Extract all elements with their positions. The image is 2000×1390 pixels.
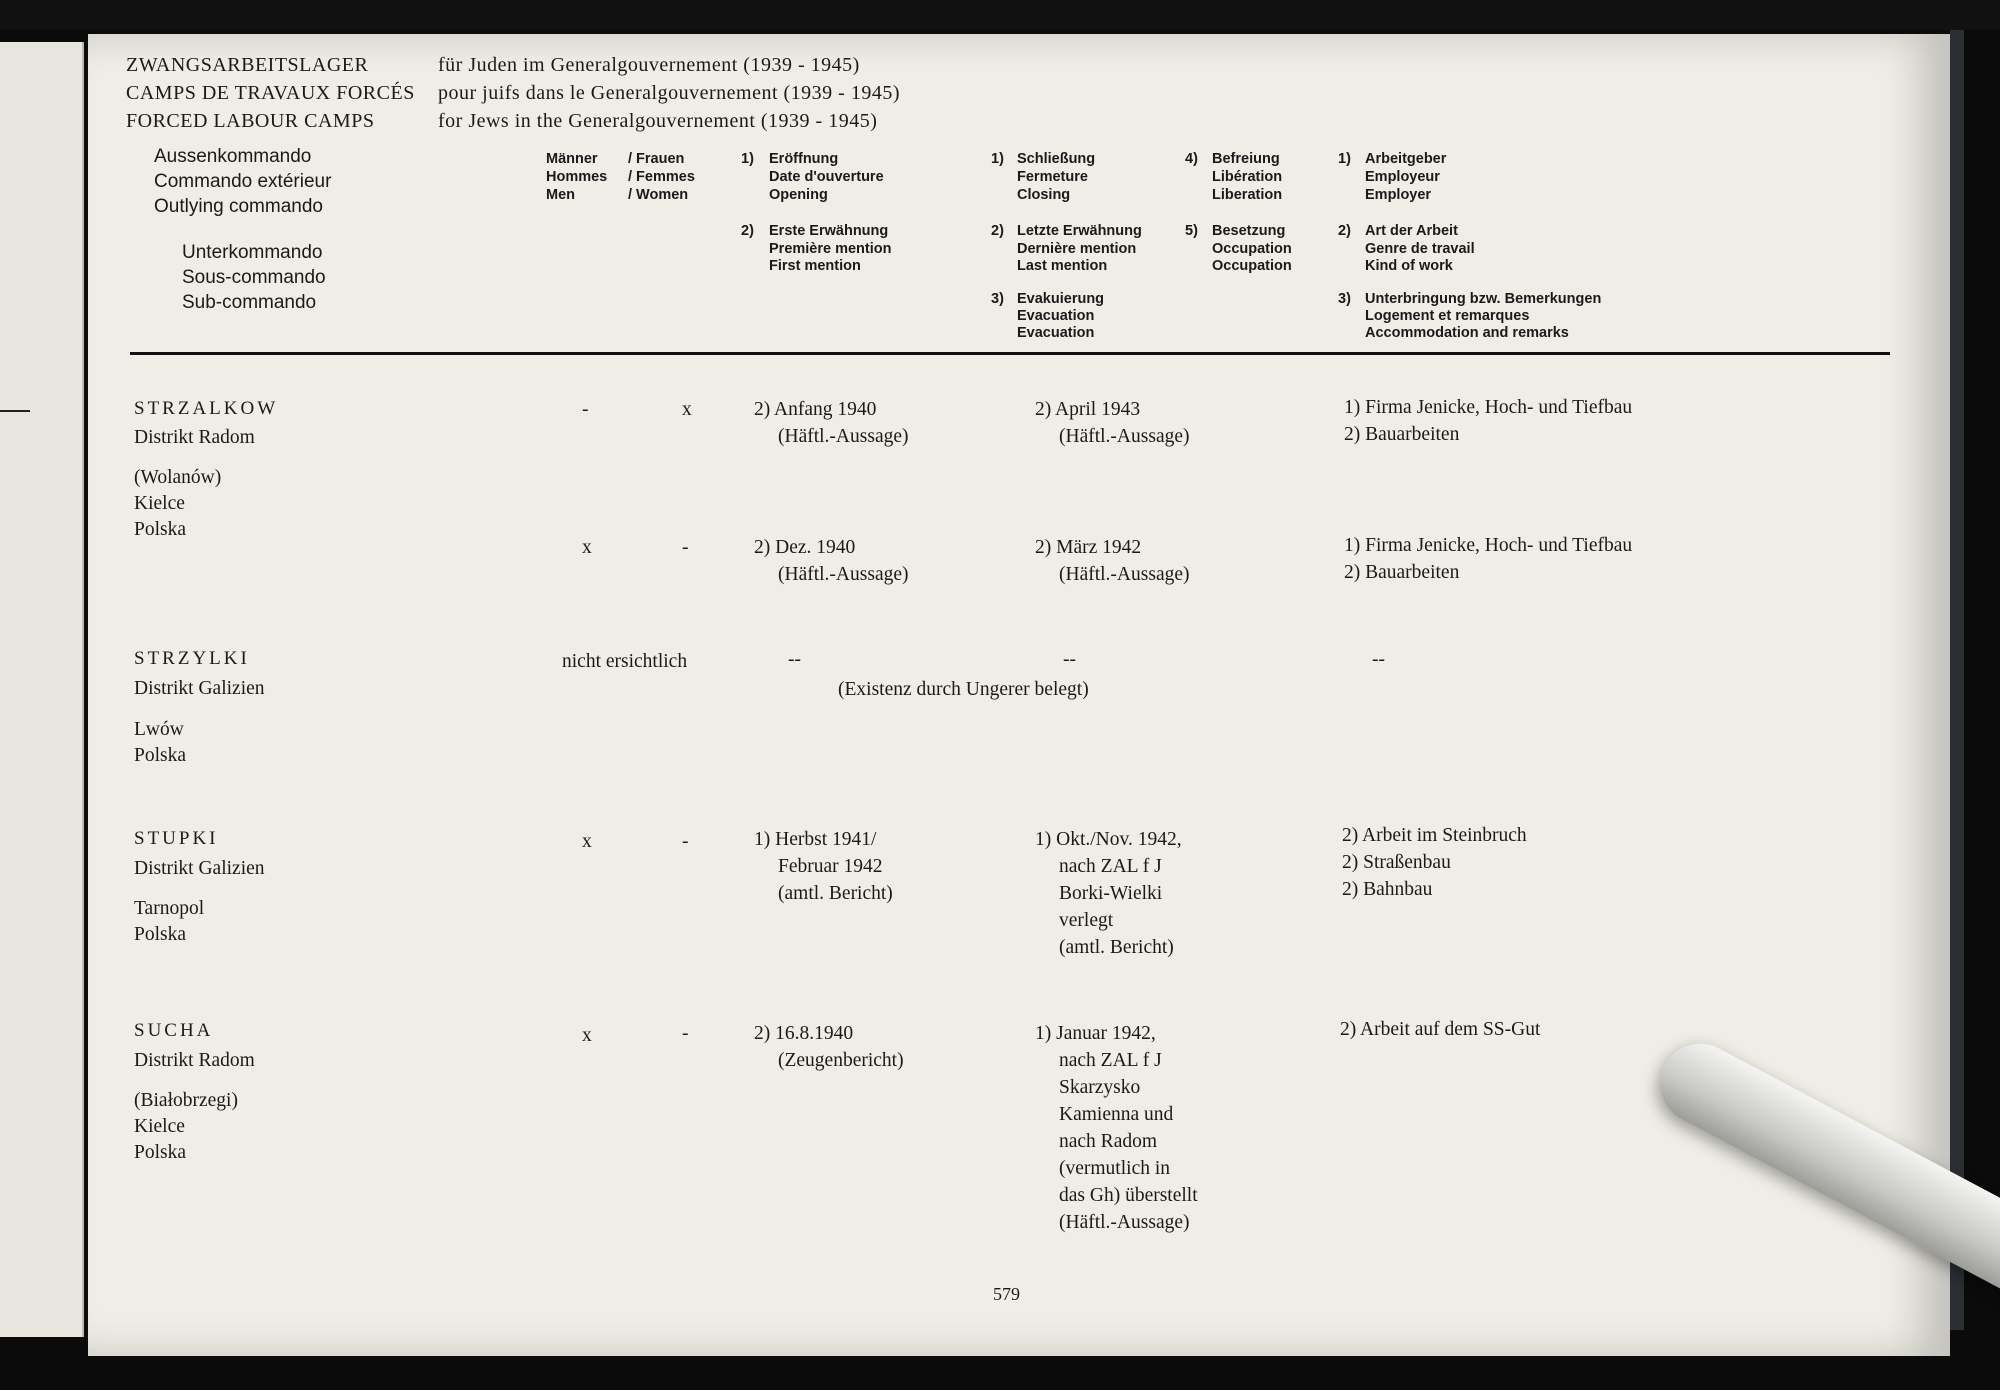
strzylki-work: -- [1372, 649, 1385, 670]
camp-name-strzylki: STRZYLKI [134, 648, 250, 669]
legend-unter-fr: Sous-commando [182, 267, 326, 288]
sucha-close-3: Skarzysko [1059, 1077, 1141, 1098]
subtitle-en: for Jews in the Generalgouvernement (1939 - 1945) [438, 110, 878, 132]
legend-unter-en: Sub-commando [182, 292, 317, 313]
legend-d4-fr: Libération [1212, 169, 1283, 185]
sucha-close-2: nach ZAL f J [1059, 1050, 1162, 1071]
sucha-open-2: (Zeugenbericht) [778, 1050, 904, 1071]
strzalkow-r2-women: - [682, 537, 689, 558]
sucha-work-1: 2) Arbeit auf dem SS-Gut [1340, 1019, 1541, 1040]
legend-aussen-de: Aussenkommando [154, 146, 312, 167]
title-en: FORCED LABOUR CAMPS [126, 110, 375, 132]
sucha-close-8: (Häftl.-Aussage) [1059, 1212, 1190, 1233]
legend-d5-fr: Occupation [1212, 241, 1292, 257]
strzalkow-r1-close-2: (Häftl.-Aussage) [1059, 426, 1190, 447]
legend-men-fr: Hommes [546, 169, 608, 185]
legend-e1-num: 1) [1338, 151, 1351, 167]
legend-e1-de: Arbeitgeber [1365, 151, 1447, 167]
stupki-close-5: (amtl. Bericht) [1059, 937, 1174, 958]
stupki-close-4: verlegt [1059, 910, 1114, 931]
legend-women-fr: / Femmes [628, 169, 695, 185]
legend-e1-en: Employer [1365, 187, 1432, 203]
legend-women-en: / Women [628, 187, 689, 203]
legend-c1-num: 1) [991, 151, 1004, 167]
camp-name-stupki: STUPKI [134, 828, 219, 849]
header-rule [130, 352, 1890, 355]
legend-e3-de: Unterbringung bzw. Bemerkungen [1365, 291, 1602, 307]
strzalkow-loc1: (Wolanów) [134, 467, 222, 488]
stupki-work-2: 2) Straßenbau [1342, 852, 1451, 873]
subtitle-de: für Juden im Generalgouvernement (1939 - 1945) [438, 54, 860, 76]
legend-c1-de: Schließung [1017, 151, 1096, 167]
legend-e3-num: 3) [1338, 291, 1351, 307]
legend-c2-num: 2) [991, 223, 1004, 239]
stupki-work-1: 2) Arbeit im Steinbruch [1342, 825, 1527, 846]
legend-b2-fr: Première mention [769, 241, 892, 257]
stupki-close-3: Borki-Wielki [1059, 883, 1163, 904]
camp-name-sucha: SUCHA [134, 1020, 214, 1041]
legend-e2-num: 2) [1338, 223, 1351, 239]
sucha-close-7: das Gh) überstellt [1059, 1185, 1198, 1206]
legend-c1-en: Closing [1017, 187, 1071, 203]
strzalkow-r2-open-2: (Häftl.-Aussage) [778, 564, 909, 585]
camp-name-strzalkow: STRZALKOW [134, 398, 279, 419]
legend-e3-fr: Logement et remarques [1365, 308, 1530, 324]
legend-d5-num: 5) [1185, 223, 1198, 239]
strzalkow-loc3: Polska [134, 519, 187, 540]
strzalkow-r2-close-1: 2) März 1942 [1035, 537, 1142, 558]
book-page [88, 34, 1950, 1356]
legend-c2-de: Letzte Erwähnung [1017, 223, 1142, 239]
legend-b2-en: First mention [769, 258, 861, 274]
strzalkow-r1-open-2: (Häftl.-Aussage) [778, 426, 909, 447]
strzalkow-r2-open-1: 2) Dez. 1940 [754, 537, 856, 558]
sucha-loc2: Kielce [134, 1116, 185, 1137]
strzylki-district: Distrikt Galizien [134, 678, 265, 699]
legend-c3-en: Evacuation [1017, 325, 1095, 341]
right-page-edge [1950, 30, 1964, 1330]
legend-c1-fr: Fermeture [1017, 169, 1088, 185]
strzalkow-district: Distrikt Radom [134, 427, 255, 448]
stupki-loc1: Tarnopol [134, 898, 205, 919]
title-de: ZWANGSARBEITSLAGER [126, 54, 369, 76]
strzalkow-r2-work-1: 1) Firma Jenicke, Hoch- und Tiefbau [1344, 535, 1633, 556]
legend-b1-fr: Date d'ouverture [769, 169, 884, 185]
legend-c2-fr: Dernière mention [1017, 241, 1137, 257]
stupki-open-2: Februar 1942 [778, 856, 883, 877]
legend-men-de: Männer [546, 151, 598, 167]
legend-b2-de: Erste Erwähnung [769, 223, 889, 239]
legend-unter-de: Unterkommando [182, 242, 323, 263]
strzalkow-r2-men: x [582, 537, 592, 558]
legend-b1-en: Opening [769, 187, 828, 203]
strzylki-open: -- [788, 649, 801, 670]
legend-b1-de: Eröffnung [769, 151, 839, 167]
stupki-close-2: nach ZAL f J [1059, 856, 1162, 877]
strzalkow-r1-work-1: 1) Firma Jenicke, Hoch- und Tiefbau [1344, 397, 1633, 418]
legend-d4-de: Befreiung [1212, 151, 1280, 167]
legend-aussen-fr: Commando extérieur [154, 171, 332, 192]
legend-d4-en: Liberation [1212, 187, 1283, 203]
legend-e1-fr: Employeur [1365, 169, 1440, 185]
stupki-work-3: 2) Bahnbau [1342, 879, 1433, 900]
sucha-district: Distrikt Radom [134, 1050, 255, 1071]
strzylki-loc2: Polska [134, 745, 187, 766]
sucha-loc1: (Białobrzegi) [134, 1090, 238, 1111]
legend-d5-de: Besetzung [1212, 223, 1286, 239]
legend-c3-fr: Evacuation [1017, 308, 1095, 324]
left-page-rule [0, 410, 30, 412]
legend-e2-fr: Genre de travail [1365, 241, 1475, 257]
legend-men-en: Men [546, 187, 575, 203]
strzalkow-r2-work-2: 2) Bauarbeiten [1344, 562, 1460, 583]
strzalkow-r1-men: - [582, 399, 589, 420]
strzalkow-r1-women: x [682, 399, 692, 420]
legend-b1-num: 1) [741, 151, 754, 167]
sucha-loc3: Polska [134, 1142, 187, 1163]
strzalkow-r2-close-2: (Häftl.-Aussage) [1059, 564, 1190, 585]
legend-c3-de: Evakuierung [1017, 291, 1105, 307]
legend-d4-num: 4) [1185, 151, 1198, 167]
strzylki-note: (Existenz durch Ungerer belegt) [838, 679, 1089, 700]
strzylki-loc1: Lwów [134, 719, 184, 740]
stupki-men: x [582, 831, 592, 852]
legend-d5-en: Occupation [1212, 258, 1292, 274]
legend-c2-en: Last mention [1017, 258, 1108, 274]
strzalkow-r1-open-1: 2) Anfang 1940 [754, 399, 877, 420]
strzalkow-r1-close-1: 2) April 1943 [1035, 399, 1141, 420]
strzylki-close: -- [1063, 649, 1076, 670]
legend-aussen-en: Outlying commando [154, 196, 323, 217]
strzalkow-loc2: Kielce [134, 493, 185, 514]
subtitle-fr: pour juifs dans le Generalgouvernement (1939 - 1945) [438, 82, 900, 104]
stupki-close-1: 1) Okt./Nov. 1942, [1035, 829, 1182, 850]
stupki-open-1: 1) Herbst 1941/ [754, 829, 877, 850]
legend-women-de: / Frauen [628, 151, 685, 167]
left-page-edge [0, 42, 84, 1337]
strzalkow-r1-work-2: 2) Bauarbeiten [1344, 424, 1460, 445]
legend-e2-en: Kind of work [1365, 258, 1453, 274]
legend-e2-de: Art der Arbeit [1365, 223, 1458, 239]
legend-c3-num: 3) [991, 291, 1004, 307]
stupki-open-3: (amtl. Bericht) [778, 883, 893, 904]
sucha-close-6: (vermutlich in [1059, 1158, 1171, 1179]
background-top [0, 0, 2000, 30]
page-number: 579 [993, 1284, 1020, 1304]
stupki-women: - [682, 831, 689, 852]
strzylki-men-women: nicht ersichtlich [562, 651, 688, 672]
title-fr: CAMPS DE TRAVAUX FORCÉS [126, 82, 415, 104]
sucha-men: x [582, 1025, 592, 1046]
stupki-loc2: Polska [134, 924, 187, 945]
legend-e3-en: Accommodation and remarks [1365, 325, 1569, 341]
sucha-close-1: 1) Januar 1942, [1035, 1023, 1156, 1044]
sucha-open-1: 2) 16.8.1940 [754, 1023, 854, 1044]
sucha-close-4: Kamienna und [1059, 1104, 1174, 1125]
stupki-district: Distrikt Galizien [134, 858, 265, 879]
sucha-close-5: nach Radom [1059, 1131, 1158, 1152]
legend-b2-num: 2) [741, 223, 754, 239]
sucha-women: - [682, 1023, 689, 1044]
